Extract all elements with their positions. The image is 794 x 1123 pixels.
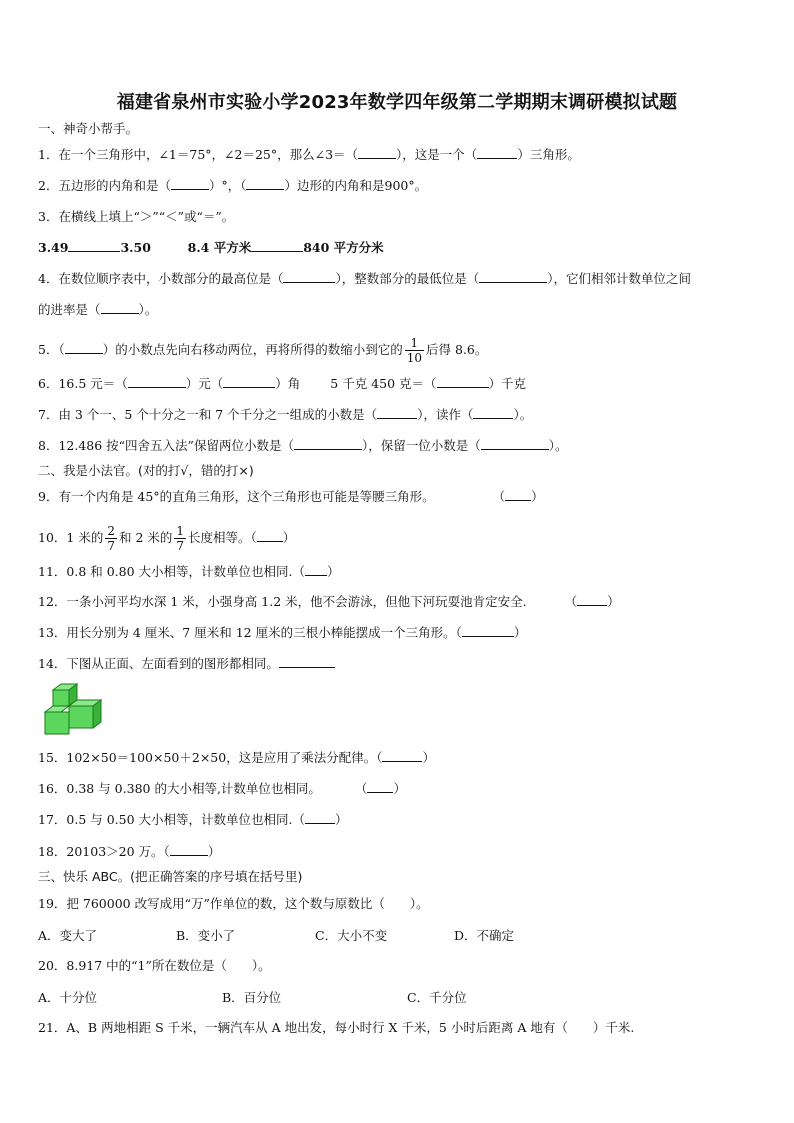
q20-option-c: C．千分位 bbox=[407, 990, 467, 1005]
question-3-row: 3.49 3.50 8.4 平方米 840 平方分米 bbox=[38, 240, 384, 255]
question-4: 4．在数位顺序表中，小数部分的最高位是（ ），整数部分的最低位是（ ），它们相邻计数单位之间 bbox=[38, 271, 691, 286]
cube-left bbox=[45, 706, 69, 734]
q19-option-c: C．大小不变 bbox=[315, 928, 388, 943]
question-5: 5．（ ）的小数点先向右移动两位，再将所得的数缩小到它的 $\frac{1}{10}$ 后得 8.6。 bbox=[38, 336, 488, 365]
q19-option-a: A．变大了 bbox=[38, 928, 98, 943]
section-heading-2: 二、我是小法官。(对的打√，错的打×) bbox=[38, 463, 254, 478]
fraction: $\frac{2}{7}$ bbox=[107, 524, 115, 553]
page-title: 福建省泉州市实验小学2023年数学四年级第二学期期末调研模拟试题 bbox=[116, 92, 678, 113]
question-20: 20．8.917 中的“1”所在数位是（ ）。 bbox=[38, 958, 271, 973]
q19-option-b: B．变小了 bbox=[176, 928, 236, 943]
question-7: 7．由 3 个一、5 个十分之一和 7 个千分之一组成的小数是（ ），读作（ ）。 bbox=[38, 407, 533, 422]
question-12: 12．一条小河平均水深 1 米，小强身高 1.2 米，他不会游泳，但他下河玩耍池肯定安全. （ ） bbox=[38, 594, 620, 609]
q19-option-d: D．不确定 bbox=[454, 928, 515, 943]
question-19: 19．把 760000 改写成用“万”作单位的数，这个数与原数比（ ）。 bbox=[38, 896, 429, 911]
question-3: 3．在横线上填上“＞”“＜”或“＝”。 bbox=[38, 209, 235, 224]
section-heading-3: 三、快乐 ABC。(把正确答案的序号填在括号里) bbox=[38, 869, 303, 884]
question-11: 11．0.8 和 0.80 大小相等，计数单位也相同.（ ） bbox=[38, 564, 340, 579]
question-6: 6．16.5 元＝（ ）元（ ）角 5 千克 450 克＝（ ）千克 bbox=[38, 376, 527, 391]
question-13: 13．用长分别为 4 厘米、7 厘米和 12 厘米的三根小棒能摆成一个三角形。（ ） bbox=[38, 625, 527, 640]
question-4-cont: 的进率是（ ）。 bbox=[38, 302, 158, 317]
fraction: $\frac{1}{10}$ bbox=[406, 336, 422, 365]
cube-stack-figure bbox=[40, 682, 104, 736]
q20-option-a: A．十分位 bbox=[38, 990, 98, 1005]
question-18: 18．20103＞20 万。（ ） bbox=[38, 844, 221, 859]
question-10: 10．1 米的 $\frac{2}{7}$ 和 2 米的 $\frac{1}{7}$ 长度相等。（ ） bbox=[38, 524, 296, 553]
question-14: 14．下图从正面、左面看到的图形都相同。 bbox=[38, 655, 335, 673]
q20-option-b: B．百分位 bbox=[222, 990, 282, 1005]
question-2: 2．五边形的内角和是（ ）°，（ ）边形的内角和是900°。 bbox=[38, 178, 428, 193]
question-8: 8．12.486 按“四舍五入法”保留两位小数是（ ），保留一位小数是（ ）。 bbox=[38, 438, 568, 453]
fraction: $\frac{1}{7}$ bbox=[176, 524, 185, 553]
question-1: 1．在一个三角形中，∠1＝75°，∠2＝25°，那么∠3＝（ ），这是一个（ ）三角形。 bbox=[38, 147, 580, 162]
question-17: 17．0.5 与 0.50 大小相等，计数单位也相同.（ ） bbox=[38, 812, 348, 827]
question-9: 9．有一个内角是 45°的直角三角形，这个三角形也可能是等腰三角形。 （ ） bbox=[38, 489, 544, 504]
question-15: 15．102×50＝100×50＋2×50，这是应用了乘法分配律。（ ） bbox=[38, 750, 435, 765]
question-21: 21．A、B 两地相距 S 千米，一辆汽车从 A 地出发，每小时行 X 千米，5 小时后距离 A 地有（ ）千米. bbox=[38, 1020, 635, 1035]
section-heading-1: 一、神奇小帮手。 bbox=[38, 121, 139, 136]
question-16: 16．0.38 与 0.380 的大小相等,计数单位也相同。 （ ） bbox=[38, 781, 406, 796]
cube-right bbox=[69, 700, 101, 728]
